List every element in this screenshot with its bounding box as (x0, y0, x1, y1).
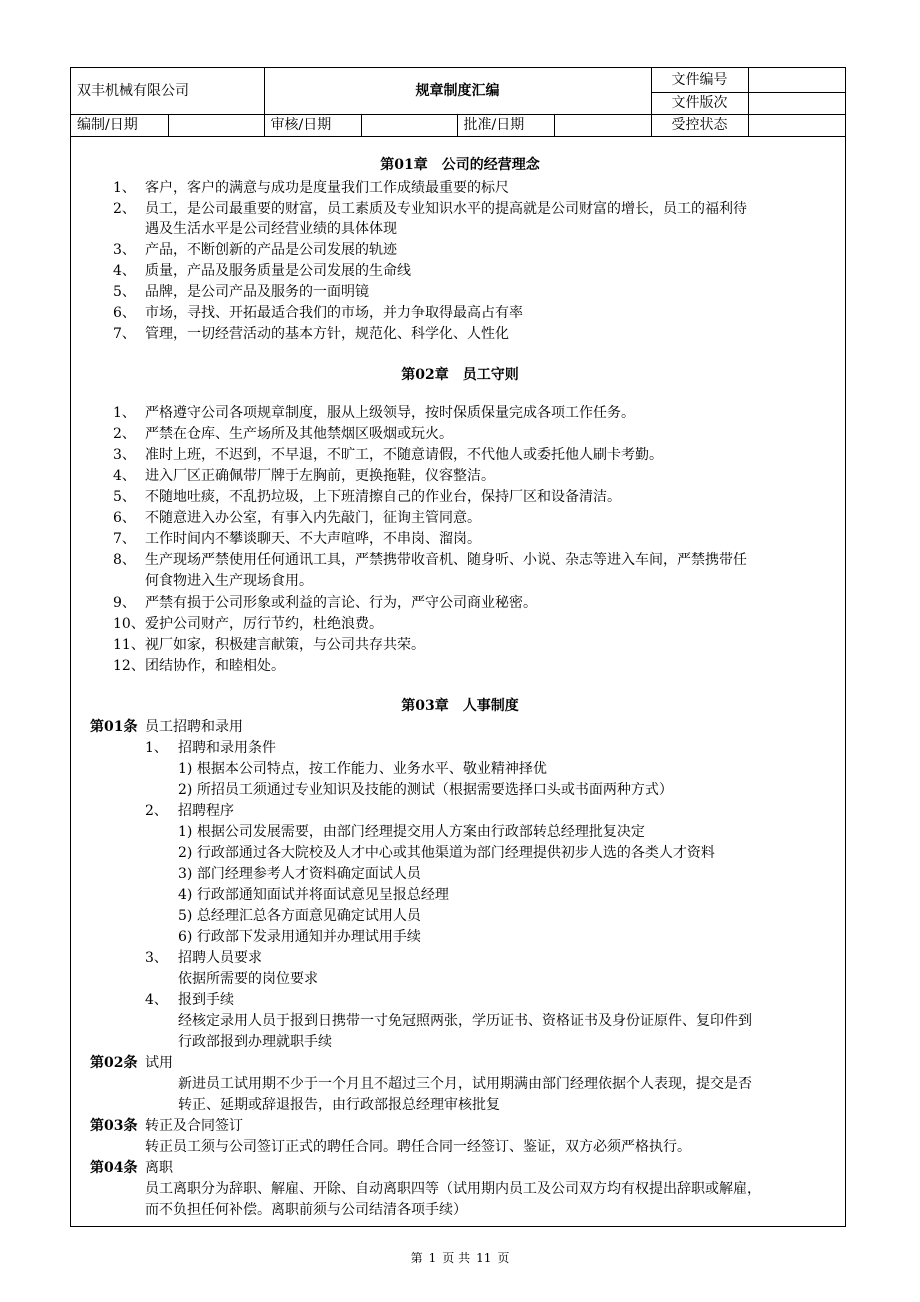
list-item-text: 客户，客户的满意与成功是度量我们工作成绩最重要的标尺 (145, 180, 509, 196)
list-item-text: 严禁有损于公司形象或利益的言论、行为，严守公司商业秘密。 (145, 595, 537, 611)
section-number: 2、 (145, 803, 168, 819)
list-item-text-cont: 何食物进入生产现场食用。 (145, 573, 313, 589)
reviewed-label: 审核/日期 (264, 114, 361, 136)
doc-number-value (748, 68, 845, 92)
article-text: 新进员工试用期不少于一个月且不超过三个月，试用期满由部门经理依据个人表现，提交是否 (178, 1076, 752, 1092)
section-number: 3、 (145, 950, 168, 966)
article-label: 第02条 (90, 1055, 138, 1071)
list-item-text: 不随意进入办公室，有事入内先敲门，征询主管同意。 (145, 510, 481, 526)
article-label: 第03条 (90, 1118, 138, 1134)
list-item-number: 6、 (113, 305, 136, 321)
document-title: 规章制度汇编 (264, 68, 651, 114)
list-item-number: 4、 (113, 468, 136, 484)
control-status-label: 受控状态 (651, 114, 748, 136)
article-label: 第01条 (90, 719, 138, 735)
section-number: 4、 (145, 992, 168, 1008)
section-text: 依据所需要的岗位要求 (178, 971, 318, 987)
list-item-number: 5、 (113, 284, 136, 300)
article-text: 员工离职分为辞职、解雇、开除、自动离职四等（试用期内员工及公司双方均有权提出辞职或解雇， (145, 1181, 761, 1197)
list-item-number: 2、 (113, 201, 136, 217)
list-item-number: 12、 (113, 658, 145, 674)
list-item-number: 2、 (113, 426, 136, 442)
list-item-number: 11、 (113, 637, 145, 653)
prepared-value (168, 114, 264, 136)
sub-item: 4) 行政部通知面试并将面试意见呈报总经理 (178, 887, 449, 903)
chapter-1-title: 第01章 公司的经营理念 (380, 157, 540, 173)
list-item-number: 1、 (113, 405, 136, 421)
list-item-text: 进入厂区正确佩带厂牌于左胸前，更换拖鞋，仪容整洁。 (145, 468, 495, 484)
sub-item: 1) 根据本公司特点，按工作能力、业务水平、敬业精神择优 (178, 761, 547, 777)
chapter-2-title: 第02章 员工守则 (401, 367, 519, 383)
doc-version-label: 文件版次 (651, 92, 748, 114)
list-item-text: 严禁在仓库、生产场所及其他禁烟区吸烟或玩火。 (145, 426, 453, 442)
article-text-cont: 而不负担任何补偿。离职前须与公司结清各项手续） (145, 1202, 467, 1218)
list-item-text: 爱护公司财产，厉行节约，杜绝浪费。 (145, 616, 383, 632)
list-item-number: 9、 (113, 595, 136, 611)
list-item-number: 10、 (113, 616, 145, 632)
company-name: 双丰机械有限公司 (71, 68, 264, 114)
article-text: 转正员工须与公司签订正式的聘任合同。聘任合同一经签订、鉴证，双方必须严格执行。 (145, 1139, 691, 1155)
list-item-text: 产品，不断创新的产品是公司发展的轨迹 (145, 242, 397, 258)
list-item-text-cont: 遇及生活水平是公司经营业绩的具体体现 (145, 221, 397, 237)
article-title: 试用 (145, 1055, 173, 1071)
list-item-number: 5、 (113, 489, 136, 505)
list-item-text: 市场，寻找、开拓最适合我们的市场，并力争取得最高占有率 (145, 305, 523, 321)
list-item-number: 3、 (113, 447, 136, 463)
list-item-text: 质量，产品及服务质量是公司发展的生命线 (145, 263, 411, 279)
list-item-text: 生产现场严禁使用任何通讯工具，严禁携带收音机、随身听、小说、杂志等进入车间，严禁携带任 (145, 552, 747, 568)
sub-item: 5) 总经理汇总各方面意见确定试用人员 (178, 908, 421, 924)
sub-item: 3) 部门经理参考人才资料确定面试人员 (178, 866, 421, 882)
total-pages: 11 (476, 1251, 492, 1265)
article-title: 转正及合同签订 (145, 1118, 243, 1134)
sub-item: 2) 行政部通过各大院校及人才中心或其他渠道为部门经理提供初步人选的各类人才资料 (178, 845, 715, 861)
section-text-cont: 行政部报到办理就职手续 (178, 1034, 332, 1050)
control-status-value (748, 114, 845, 136)
list-item-number: 6、 (113, 510, 136, 526)
list-item-text: 视厂如家，积极建言献策，与公司共存共荣。 (145, 637, 425, 653)
page-number: 1 (428, 1251, 437, 1265)
prepared-label: 编制/日期 (71, 114, 168, 136)
reviewed-value (361, 114, 457, 136)
list-item-number: 8、 (113, 552, 136, 568)
section-number: 1、 (145, 740, 168, 756)
section-title: 招聘和录用条件 (178, 740, 276, 756)
sub-item: 6) 行政部下发录用通知并办理试用手续 (178, 929, 421, 945)
footer-prefix: 第 (410, 1251, 423, 1265)
section-title: 招聘程序 (178, 803, 234, 819)
list-item-text: 管理，一切经营活动的基本方针，规范化、科学化、人性化 (145, 326, 509, 342)
article-text-cont: 转正、延期或辞退报告，由行政部报总经理审核批复 (178, 1097, 500, 1113)
section-text: 经核定录用人员于报到日携带一寸免冠照两张，学历证书、资格证书及身份证原件、复印件到 (178, 1013, 752, 1029)
approved-value (554, 114, 651, 136)
article-title: 离职 (145, 1160, 173, 1176)
header-table (71, 68, 845, 137)
footer-suffix: 页 (497, 1251, 510, 1265)
sub-item: 1) 根据公司发展需要，由部门经理提交用人方案由行政部转总经理批复决定 (178, 824, 645, 840)
list-item-text: 品牌，是公司产品及服务的一面明镜 (145, 284, 369, 300)
section-title: 招聘人员要求 (178, 950, 262, 966)
list-item-text: 不随地吐痰，不乱扔垃圾，上下班清擦自己的作业台，保持厂区和设备清洁。 (145, 489, 621, 505)
list-item-number: 7、 (113, 326, 136, 342)
list-item-number: 4、 (113, 263, 136, 279)
doc-version-value (748, 92, 845, 114)
list-item-number: 7、 (113, 531, 136, 547)
chapter-3-title: 第03章 人事制度 (401, 698, 519, 714)
list-item-number: 3、 (113, 242, 136, 258)
list-item-text: 工作时间内不攀谈聊天、不大声喧哗，不串岗、溜岗。 (145, 531, 481, 547)
sub-item: 2) 所招员工须通过专业知识及技能的测试（根据需要选择口头或书面两种方式） (178, 782, 673, 798)
doc-number-label: 文件编号 (651, 68, 748, 92)
article-label: 第04条 (90, 1160, 138, 1176)
list-item-text: 准时上班，不迟到，不早退，不旷工，不随意请假，不代他人或委托他人刷卡考勤。 (145, 447, 663, 463)
approved-label: 批准/日期 (457, 114, 554, 136)
article-title: 员工招聘和录用 (145, 719, 243, 735)
list-item-text: 员工，是公司最重要的财富，员工素质及专业知识水平的提高就是公司财富的增长，员工的福利待 (145, 201, 747, 217)
footer-mid: 页 共 (442, 1251, 471, 1265)
section-title: 报到手续 (178, 992, 234, 1008)
list-item-text: 团结协作，和睦相处。 (145, 658, 285, 674)
page-footer (0, 1249, 920, 1266)
list-item-number: 1、 (113, 180, 136, 196)
list-item-text: 严格遵守公司各项规章制度，服从上级领导，按时保质保量完成各项工作任务。 (145, 405, 635, 421)
